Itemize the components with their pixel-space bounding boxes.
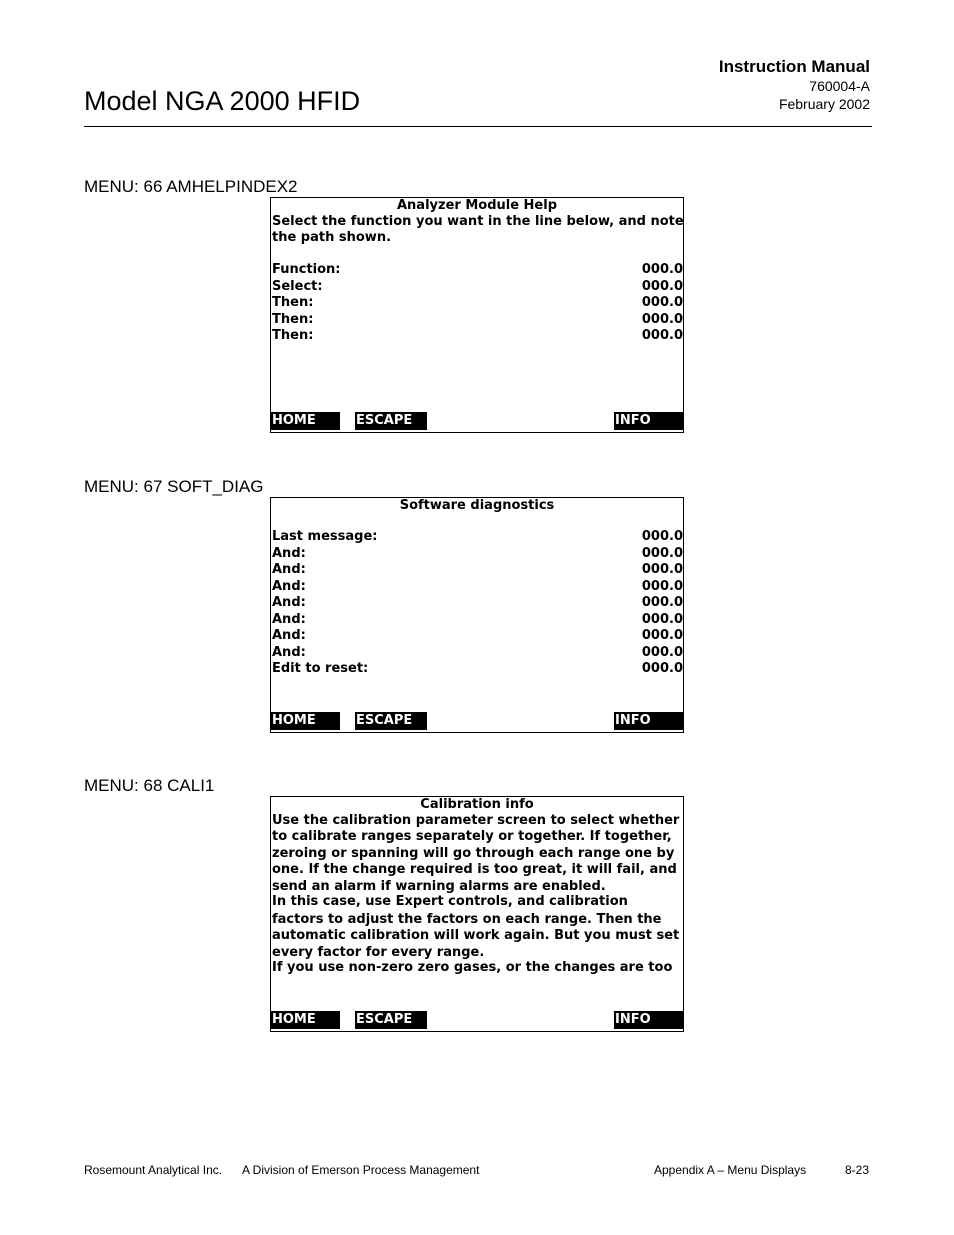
screen-title: Analyzer Module Help — [396, 198, 558, 213]
menu-68-label: MENU: 68 CALI1 — [84, 776, 215, 795]
footer-division: A Division of Emerson Process Management — [242, 1163, 480, 1177]
field-label: Then: — [272, 295, 314, 310]
body-line: send an alarm if warning alarms are enabled. — [272, 879, 606, 894]
field-label: And: — [272, 562, 306, 577]
screen-title: Calibration info — [420, 797, 534, 812]
field-label: Then: — [272, 312, 314, 327]
field-row-then[interactable] — [272, 328, 683, 344]
field-label: Function: — [272, 262, 341, 277]
body-line: to calibrate ranges separately or together. If together, — [272, 829, 672, 844]
intro-line: the path shown. — [272, 230, 392, 245]
intro-line: Select the function you want in the line below, and note — [272, 214, 684, 229]
field-row-select[interactable] — [272, 279, 683, 295]
body-line: automatic calibration will work again. But you must set — [272, 928, 680, 943]
body-line: one. If the change required is too great, it will fail, and — [272, 862, 677, 877]
info-softkey[interactable]: INFO — [614, 712, 683, 730]
field-value: 000.0 — [641, 645, 683, 660]
field-label: Last message: — [272, 529, 378, 544]
field-row-last-message[interactable] — [272, 529, 683, 545]
home-softkey[interactable]: HOME — [271, 712, 340, 730]
body-line: factors to adjust the factors on each range. Then the — [272, 912, 662, 927]
field-label: And: — [272, 595, 306, 610]
field-row-and[interactable] — [272, 645, 683, 661]
field-label: Select: — [272, 279, 323, 294]
home-softkey[interactable]: HOME — [271, 1011, 340, 1029]
escape-softkey[interactable]: ESCAPE — [355, 412, 427, 430]
field-value: 000.0 — [641, 579, 683, 594]
field-value: 000.0 — [641, 595, 683, 610]
field-value: 000.0 — [641, 312, 683, 327]
field-row-edit-to-reset[interactable] — [272, 661, 683, 677]
field-row-and[interactable] — [272, 612, 683, 628]
page-number: 8-23 — [845, 1163, 870, 1177]
doc-number: 760004-A — [809, 78, 870, 94]
field-row-and[interactable] — [272, 579, 683, 595]
field-value: 000.0 — [641, 661, 683, 676]
menu-67-label: MENU: 67 SOFT_DIAG — [84, 477, 264, 496]
info-softkey[interactable]: INFO — [614, 1011, 683, 1029]
field-label: And: — [272, 546, 306, 561]
field-row-and[interactable] — [272, 546, 683, 562]
field-row-and[interactable] — [272, 562, 683, 578]
footer-company: Rosemount Analytical Inc. — [84, 1163, 223, 1177]
escape-softkey[interactable]: ESCAPE — [355, 1011, 427, 1029]
menu-66-label: MENU: 66 AMHELPINDEX2 — [84, 177, 298, 196]
field-label: Edit to reset: — [272, 661, 369, 676]
body-line: Use the calibration parameter screen to select whether — [272, 813, 680, 828]
field-value: 000.0 — [641, 546, 683, 561]
field-row-and[interactable] — [272, 628, 683, 644]
footer-section: Appendix A – Menu Displays — [654, 1163, 807, 1177]
field-label: And: — [272, 628, 306, 643]
home-softkey[interactable]: HOME — [271, 412, 340, 430]
field-row-function[interactable] — [272, 262, 683, 278]
screen-title: Software diagnostics — [399, 498, 555, 513]
field-value: 000.0 — [641, 628, 683, 643]
field-value: 000.0 — [641, 279, 683, 294]
body-line: every factor for every range. — [272, 945, 485, 960]
field-label: And: — [272, 645, 306, 660]
document-title: Model NGA 2000 HFID — [84, 86, 361, 116]
screen-amhelpindex2 — [270, 197, 684, 433]
field-value: 000.0 — [641, 328, 683, 343]
header-divider — [84, 126, 872, 127]
field-label: And: — [272, 579, 306, 594]
field-label: And: — [272, 612, 306, 627]
field-value: 000.0 — [641, 562, 683, 577]
field-value: 000.0 — [641, 262, 683, 277]
document-info — [719, 56, 870, 113]
field-row-then[interactable] — [272, 295, 683, 311]
body-line: If you use non-zero zero gases, or the changes are too — [272, 960, 673, 975]
body-line: In this case, use Expert controls, and calibration — [272, 894, 628, 909]
field-row-then[interactable] — [272, 312, 683, 328]
screen-cali1 — [270, 796, 684, 1032]
field-label: Then: — [272, 328, 314, 343]
doc-date: February 2002 — [778, 96, 870, 112]
body-line: zeroing or spanning will go through each range one by — [272, 846, 675, 861]
info-softkey[interactable]: INFO — [614, 412, 683, 430]
manual-label: Instruction Manual — [718, 57, 870, 76]
screen-soft-diag — [270, 497, 684, 733]
field-value: 000.0 — [641, 295, 683, 310]
field-value: 000.0 — [641, 529, 683, 544]
field-row-and[interactable] — [272, 595, 683, 611]
field-value: 000.0 — [641, 612, 683, 627]
escape-softkey[interactable]: ESCAPE — [355, 712, 427, 730]
